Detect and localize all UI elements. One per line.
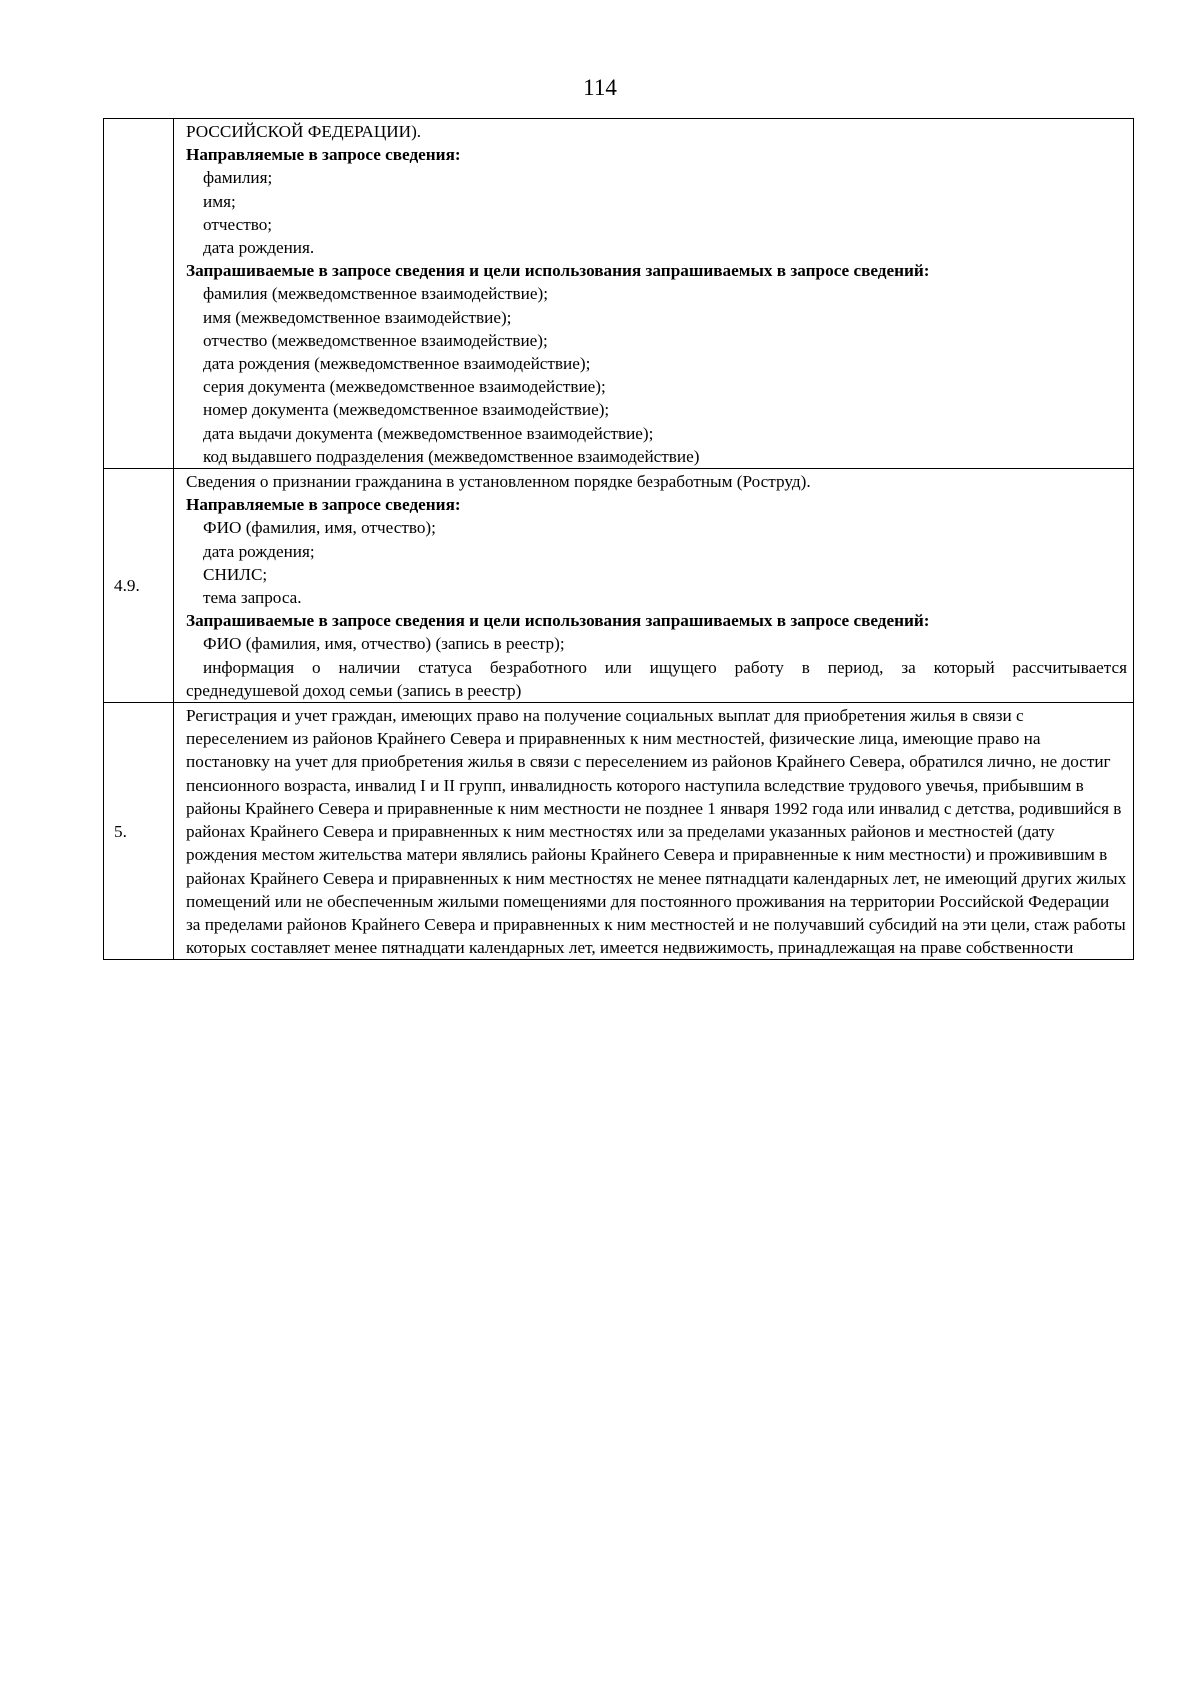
requested-item: информация о наличии статуса безработного или ищущего работу в период, за который рассчитывается — [203, 657, 1127, 677]
sent-heading: Направляемые в запросе сведения: — [186, 145, 461, 165]
table-row-5 — [104, 703, 1134, 960]
requested-item: имя (межведомственное взаимодействие); — [203, 307, 512, 327]
row-title: Сведения о признании гражданина в установленном порядке безработным (Роструд). — [186, 472, 811, 492]
requested-item: номер документа (межведомственное взаимодействие); — [203, 400, 610, 420]
row-content-cell — [174, 703, 1134, 960]
requested-item-continuation: среднедушевой доход семьи (запись в реестр) — [186, 680, 522, 700]
sent-item: СНИЛС; — [203, 564, 268, 584]
row-content-cell — [174, 119, 1134, 469]
sent-item: имя; — [203, 191, 236, 211]
requested-item: дата выдачи документа (межведомственное взаимодействие); — [203, 423, 654, 443]
sent-heading: Направляемые в запросе сведения: — [186, 495, 461, 515]
row-text: Регистрация и учет граждан, имеющих право на получение социальных выплат для приобретения жилья в связи с переселением из районов Крайнего Севера и приравненных к ним местностей, физические лица, имеющие право на постановку на учет для приобретения жилья в связи с переселением из районов Крайнего Севера, обратился лично, не достиг пенсионного возраста, инвалид I и II групп, инвалидность которого наступила вследствие трудового увечья, прибывшим в районы Крайнего Севера и приравненные к ним местности не позднее 1 января 1992 года или инвалид с детства, родившийся в районах Крайнего Севера и приравненных к ним местностях или за пределами указанных районов и местностей (дату рождения местом жительства матери являлись районы Крайнего Севера и приравненные к ним местности) и проживившим в районах Крайнего Севера и приравненных к ним местностях не менее пятнадцати календарных лет, не имеющий других жилых помещений или не обеспеченным жилыми помещениями для постоянного проживания на территории Российской Федерации за пределами районов Крайнего Севера и приравненных к ним местностей и не получавший субсидий на эти цели, стаж работы которых составляет менее пятнадцати календарных лет, имеется недвижимость, принадлежащая на праве собственности — [186, 706, 1127, 958]
sent-item: дата рождения. — [203, 238, 315, 258]
requested-item: серия документа (межведомственное взаимодействие); — [203, 377, 606, 397]
row-content-cell — [174, 469, 1134, 703]
sent-item: отчество; — [203, 214, 273, 234]
page-number: 114 — [583, 75, 617, 100]
sent-item: ФИО (фамилия, имя, отчество); — [203, 518, 436, 538]
requested-heading: Запрашиваемые в запросе сведения и цели использования запрашиваемых в запросе сведений: — [186, 261, 930, 281]
requested-heading: Запрашиваемые в запросе сведения и цели использования запрашиваемых в запросе сведений: — [186, 611, 930, 631]
sent-item: фамилия; — [203, 168, 273, 188]
row-title: РОССИЙСКОЙ ФЕДЕРАЦИИ). — [186, 122, 422, 141]
row-number-cell — [104, 119, 174, 469]
requested-item: дата рождения (межведомственное взаимодействие); — [203, 354, 591, 374]
requested-item: отчество (межведомственное взаимодействие); — [203, 330, 548, 350]
sent-item: тема запроса. — [203, 588, 302, 608]
row-number-cell: 4.9. — [104, 469, 174, 703]
requested-item: ФИО (фамилия, имя, отчество) (запись в реестр); — [203, 634, 565, 654]
table-row-4-9 — [104, 469, 1134, 703]
table-row-continuation — [104, 119, 1134, 469]
document-table — [103, 118, 1134, 960]
sent-item: дата рождения; — [203, 541, 315, 561]
requested-item: фамилия (межведомственное взаимодействие); — [203, 284, 548, 304]
requested-item: код выдавшего подразделения (межведомственное взаимодействие) — [203, 446, 700, 466]
row-number-cell: 5. — [104, 703, 174, 960]
